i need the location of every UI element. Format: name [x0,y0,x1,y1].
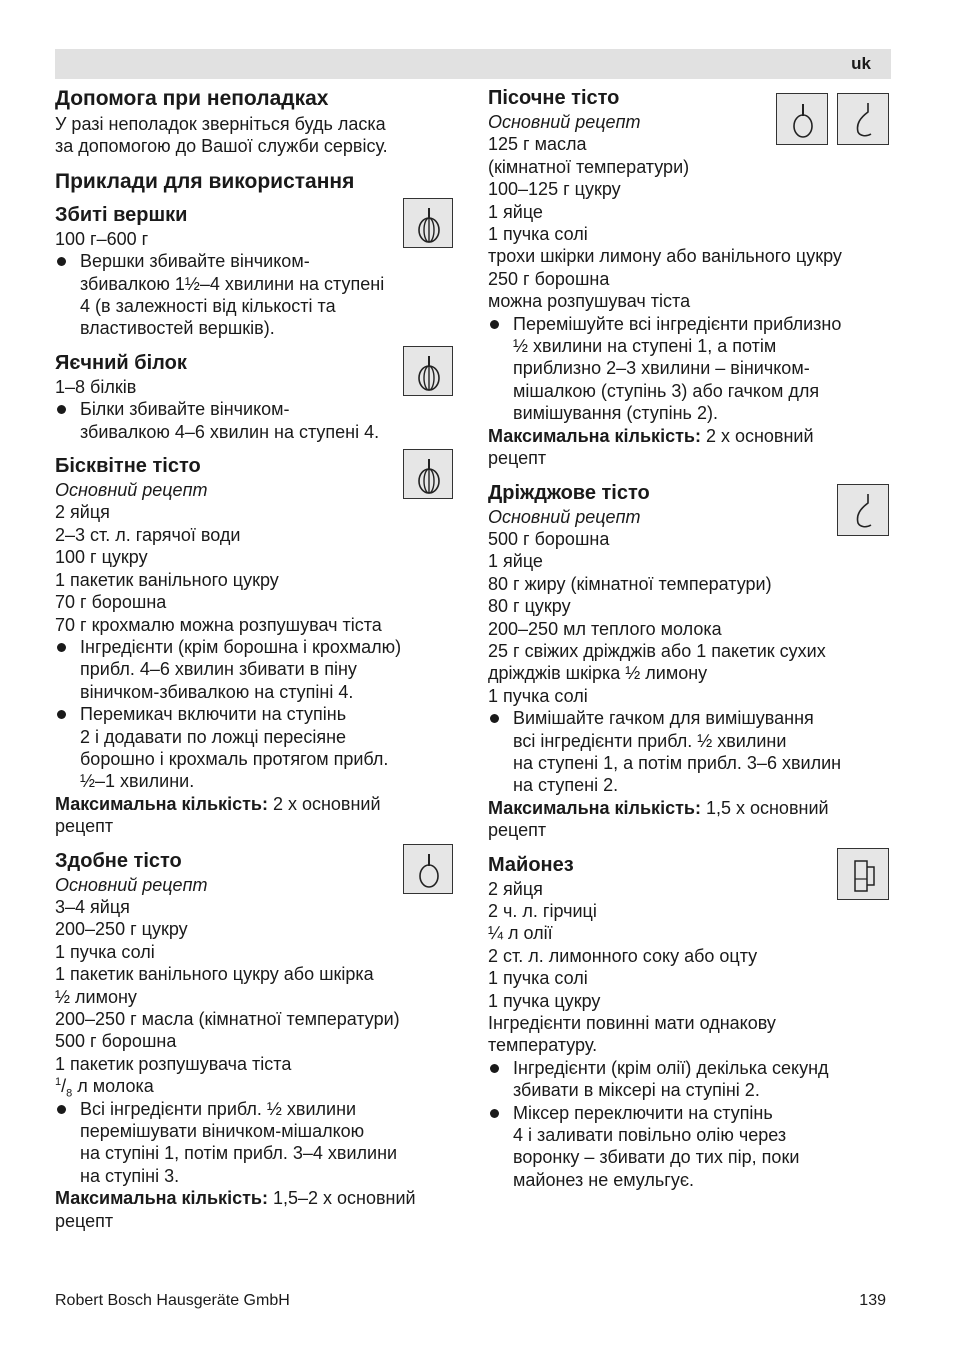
instruction-item: Перемішуйте всі інгредієнти приблизно ½ хвилини на ступені 1, а потім приблизно 2–3 хвилини – віничком- мішалкою (ступінь 3) або гачком для вимішування (ступінь 2). [488,313,893,425]
ingredient: 2 ст. л. лимонного соку або оцту [488,945,758,966]
section-sponge-dough [55,453,455,838]
ingredient: 100–125 г цукру [488,179,621,200]
section-title: Дріжджове тісто [488,481,650,504]
ingredient: 200–250 мл теплого молока [488,618,722,639]
ingredient: 1 пакетик розпушувача тіста [55,1053,292,1074]
section-rich-dough [55,848,455,1233]
max-amount: Максимальна кількість: 1,5 x основний [488,797,829,818]
section-title: Бісквітне тісто [55,455,201,478]
instruction-item: Вершки збивайте вінчиком- збивалкою 1½–4 хвилини на ступені 4 (в залежності від кількості та властивостей вершків). [55,250,455,340]
kneading-hook-icon [837,484,889,536]
ingredient: 80 г жиру (кімнатної температури) [488,573,772,594]
ingredient: 3–4 яйця [55,896,130,917]
section-yeast-dough [488,480,893,842]
help-line: У разі неполадок зверніться будь ласка [55,114,386,134]
ingredient: 200–250 г масла (кімнатної температури) [55,1009,400,1029]
max-amount: Максимальна кількість: 2 x основний [55,793,381,814]
whisk-icon [403,346,453,396]
ingredient: Інгредієнти повинні мати однакову [488,1013,776,1034]
help-line: за допомогою до Вашої служби сервісу. [55,136,388,157]
ingredient: 1 яйце [488,551,543,572]
instruction-item: Перемикач включити на ступінь 2 і додавати по ложці пересіяне борошно і крохмаль протягом прибл. ½–1 хвилини. [55,703,455,793]
section-whipped-cream [55,202,455,340]
instruction-item: Інгредієнти (крім олії) декілька секунд збивати в міксері на ступіні 2. [488,1057,893,1102]
recipe-subtitle: Основний рецепт [488,112,641,132]
ingredient: 25 г свіжих дріжджів або 1 пакетик сухих [488,640,826,661]
instruction-item: Всі інгредієнти прибл. ½ хвилини перемішувати віничком-мішалкою на ступіні 1, потім прибл. 3–4 хвилини на ступіні 3. [55,1098,455,1188]
ingredient: можна розпушувач тіста [488,291,691,312]
whisk-icon [403,198,453,248]
ingredient: 1 яйце [488,201,543,222]
instruction-item: Міксер переключити на ступінь 4 і заливати повільно олію через воронку – збивати до тих пір, поки майонез не емульгує. [488,1102,893,1192]
max-amount-tail: рецепт [488,448,547,469]
max-amount-tail: рецепт [55,816,114,837]
ingredient: (кімнатної температури) [488,156,690,177]
max-amount-tail: рецепт [55,1210,114,1231]
section-title: Збиті вершки [55,203,188,226]
whisk-icon [403,449,453,499]
section-title: Пісочне тісто [488,87,620,109]
ingredient: 70 г крохмалю можна розпушувач тіста [55,614,382,635]
header-bar [55,49,891,79]
page-number: 139 [859,1292,886,1309]
blender-jug-icon [837,848,889,900]
instruction-item: Інгредієнти (крім борошна і крохмалю) прибл. 4–6 хвилин збивати в піну віничком-збивалкою на ступіні 4. [55,636,455,703]
section-shortcrust-dough [488,85,893,470]
ingredient: 1 пучка солі [488,224,588,245]
ingredient: 2 яйця [488,878,543,899]
ingredient: 1 пучка солі [488,685,588,706]
ingredient: 1 пучка цукру [488,990,601,1011]
ingredient: 1 пакетик ванільного цукру [55,569,279,590]
ingredient: дріжджів шкірка ½ лимону [488,663,708,684]
ingredient: 250 г борошна [488,268,610,289]
ingredient: 1 пучка солі [55,941,155,962]
ingredient: 2 яйця [55,502,110,523]
ingredient: 500 г борошна [55,1031,177,1052]
footer-company: Robert Bosch Hausgeräte GmbH [55,1292,290,1309]
section-mayonnaise [488,852,893,1192]
quantity: 100 г–600 г [55,228,149,249]
section-egg-white [55,350,455,443]
ingredient: ¼ л олії [488,923,553,944]
ingredient: температуру. [488,1035,598,1056]
ingredient: 80 г цукру [488,596,571,617]
ingredient: 125 г масла [488,134,587,155]
help-title: Допомога при неполадках [55,87,329,110]
ingredient: 1 пучка солі [488,968,588,989]
ingredient: ½ лимону [55,986,137,1007]
recipe-subtitle: Основний рецепт [55,874,208,895]
section-title: Яєчний білок [55,351,187,374]
max-amount-tail: рецепт [488,820,547,841]
left-column [55,85,455,1232]
ingredient: трохи шкірки лимону або ванільного цукру [488,246,842,267]
ingredient: $^1/_8$ л молока [55,1076,154,1100]
section-title: Майонез [488,853,574,876]
ingredient: 2 ч. л. гірчиці [488,901,597,921]
examples-title: Приклади для використання [55,169,355,193]
right-column [488,85,893,1191]
kneading-hook-icon [837,93,889,145]
ingredient: 1 пакетик ванільного цукру або шкірка [55,964,374,985]
ingredient: 500 г борошна [488,528,610,549]
recipe-subtitle: Основний рецепт [488,506,641,527]
instruction-item: Вимішайте гачком для вимішування всі інгредієнти прибл. ½ хвилини на ступені 1, а потім прибл. 3–6 хвилин на ступені 2. [488,707,893,797]
ingredient: 200–250 г цукру [55,919,188,940]
section-title: Здобне тісто [55,849,182,872]
mixing-beater-icon [776,93,828,145]
max-amount: Максимальна кількість: 2 x основний [488,425,814,446]
mixing-beater-icon [403,844,453,894]
language-code: uk [851,54,871,73]
max-amount: Максимальна кількість: 1,5–2 x основний [55,1188,416,1209]
ingredient: 2–3 ст. л. гарячої води [55,524,241,545]
quantity: 1–8 білків [55,376,137,397]
instruction-item: Білки збивайте вінчиком- збивалкою 4–6 хвилин на ступені 4. [55,398,455,443]
ingredient: 70 г борошна [55,592,167,613]
recipe-subtitle: Основний рецепт [55,480,208,501]
ingredient: 100 г цукру [55,547,148,568]
